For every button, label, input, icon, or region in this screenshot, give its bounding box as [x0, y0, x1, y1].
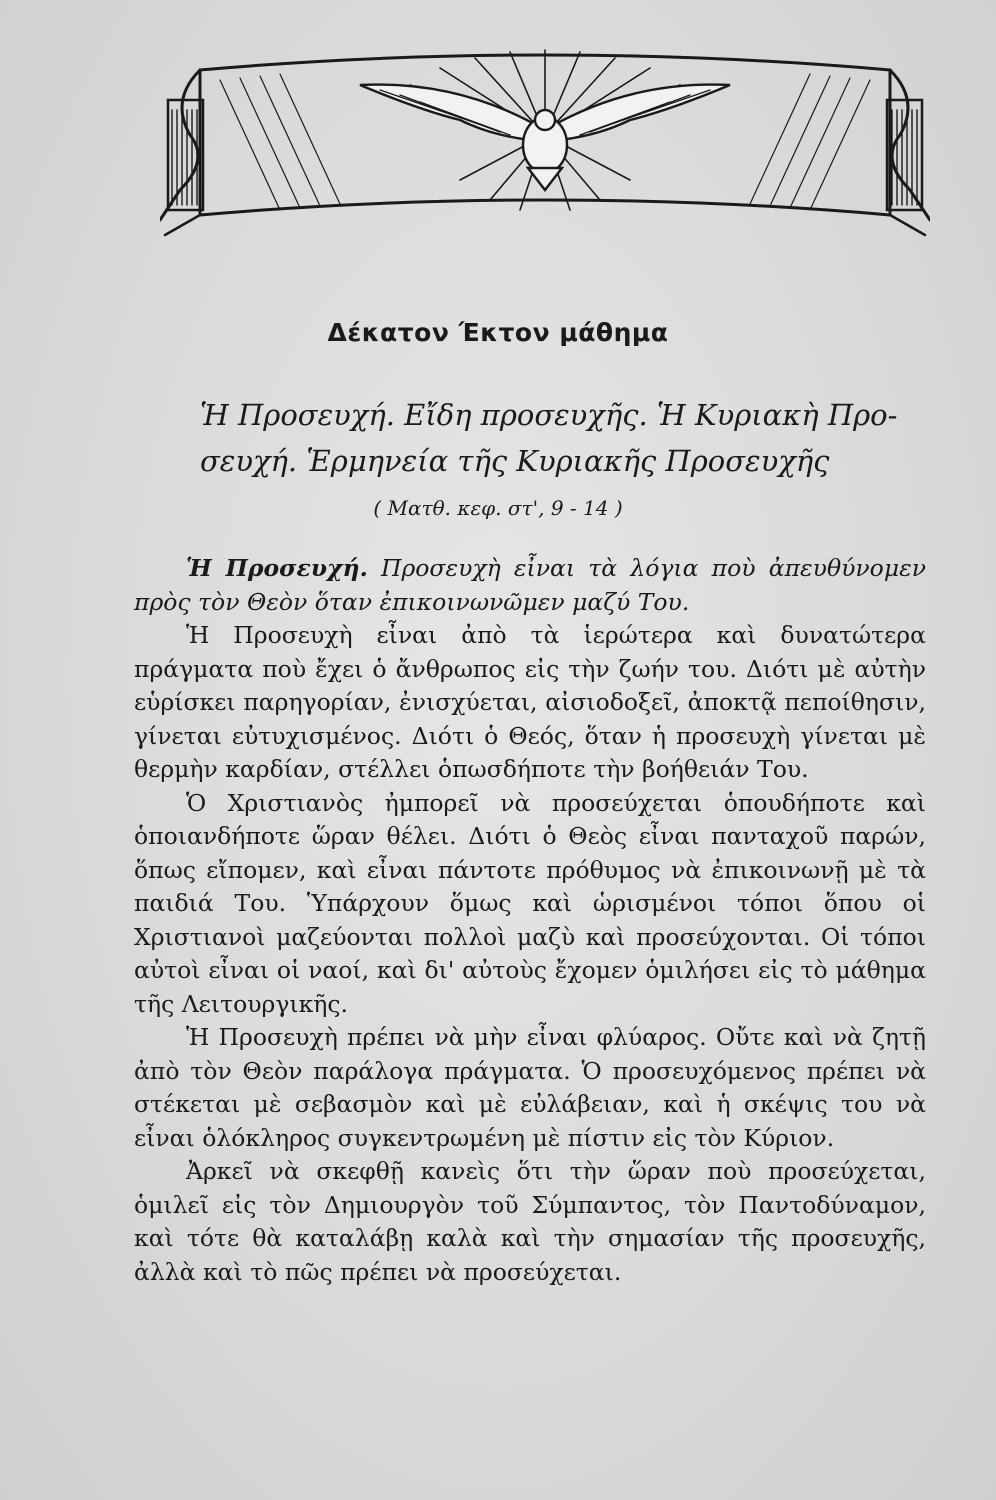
subtitle-line-2: σευχή. Ἑρμηνεία τῆς Κυριακῆς Προσευχῆς	[200, 444, 830, 478]
paragraph-5: Ἀρκεῖ νὰ σκεφθῇ κανεὶς ὅτι τὴν ὥραν ποὺ προσεύχεται, ὁμιλεῖ εἰς τὸν Δημιουργὸν τοῦ Σύμπαντος, τὸν Παντοδύναμον, καὶ τότε θὰ καταλάβῃ καλὰ καὶ τὴν σημασίαν τῆς προσευχῆς, ἀλλὰ καὶ τὸ πῶς πρέπει νὰ προσεύχεται.	[134, 1157, 926, 1286]
paragraph-3: Ὁ Χριστιανὸς ἠμπορεῖ νὰ προσεύχεται ὁπουδήποτε καὶ ὁποιανδήποτε ὥραν θέλει. Διότι ὁ Θεὸς εἶναι πανταχοῦ παρών, ὅπως εἴπομεν, καὶ εἶναι πάντοτε πρόθυμος νὰ ἐπικοινωνῇ μὲ τὰ παιδιά Του. Ὑπάρχουν ὅμως καὶ ὡρισμένοι τόποι ὅπου οἱ Χριστιανοὶ μαζεύονται πολλοὶ μαζὺ καὶ προσεύχονται. Οἱ τόποι αὐτοὶ εἶναι οἱ ναοί, καὶ δι' αὐτοὺς ἔχομεν ὁμιλήσει εἰς τὸ μάθημα τῆς Λειτουργικῆς.	[134, 788, 926, 1018]
paragraph-1-lead: Ἡ Προσευχή.	[186, 554, 368, 582]
paragraph-1	[134, 552, 926, 619]
subtitle-line-1: Ἡ Προσευχή. Εἴδη προσευχῆς. Ἡ Κυριακὴ Προ-	[200, 398, 898, 432]
paragraph-4: Ἡ Προσευχὴ πρέπει νὰ μὴν εἶναι φλύαρος. Οὔτε καὶ νὰ ζητῇ ἀπὸ τὸν Θεὸν παράλογα πράγματα. Ὁ προσευχόμενος πρέπει νὰ στέκεται μὲ σεβασμὸν καὶ μὲ εὐλάβειαν, καὶ ἡ σκέψις του νὰ εἶναι ὁλόκληρος συγκεντρωμένη μὲ πίστιν εἰς τὸν Κύριον.	[134, 1023, 926, 1152]
scripture-reference: ( Ματθ. κεφ. στ', 9 - 14 )	[373, 496, 623, 520]
lesson-subtitle	[200, 392, 920, 484]
paragraph-2: Ἡ Προσευχὴ εἶναι ἀπὸ τὰ ἱερώτερα καὶ δυνατώτερα πράγματα ποὺ ἔχει ὁ ἄνθρωπος εἰς τὴν ζωήν του. Διότι μὲ αὐτὴν εὑρίσκει παρηγορίαν, ἐνισχύεται, αἰσιοδοξεῖ, ἀποκτᾷ πεποίθησιν, γίνεται εὐτυχισμένος. Διότι ὁ Θεός, ὅταν ἡ προσευχὴ γίνεται μὲ θερμὴν καρδίαν, στέλλει ὁπωσδήποτε τὴν βοήθειάν Του.	[134, 621, 926, 783]
lesson-body	[134, 552, 926, 1289]
paragraph-1-text: Προσευχὴ εἶναι τὰ λόγια ποὺ ἀπευθύνομεν πρὸς τὸν Θεὸν ὅταν ἐπικοινωνῶμεν μαζύ Του.	[134, 554, 926, 616]
lesson-title: Δέκατον Έκτον μάθημα	[327, 318, 669, 347]
dove-banner-illustration	[160, 40, 930, 240]
